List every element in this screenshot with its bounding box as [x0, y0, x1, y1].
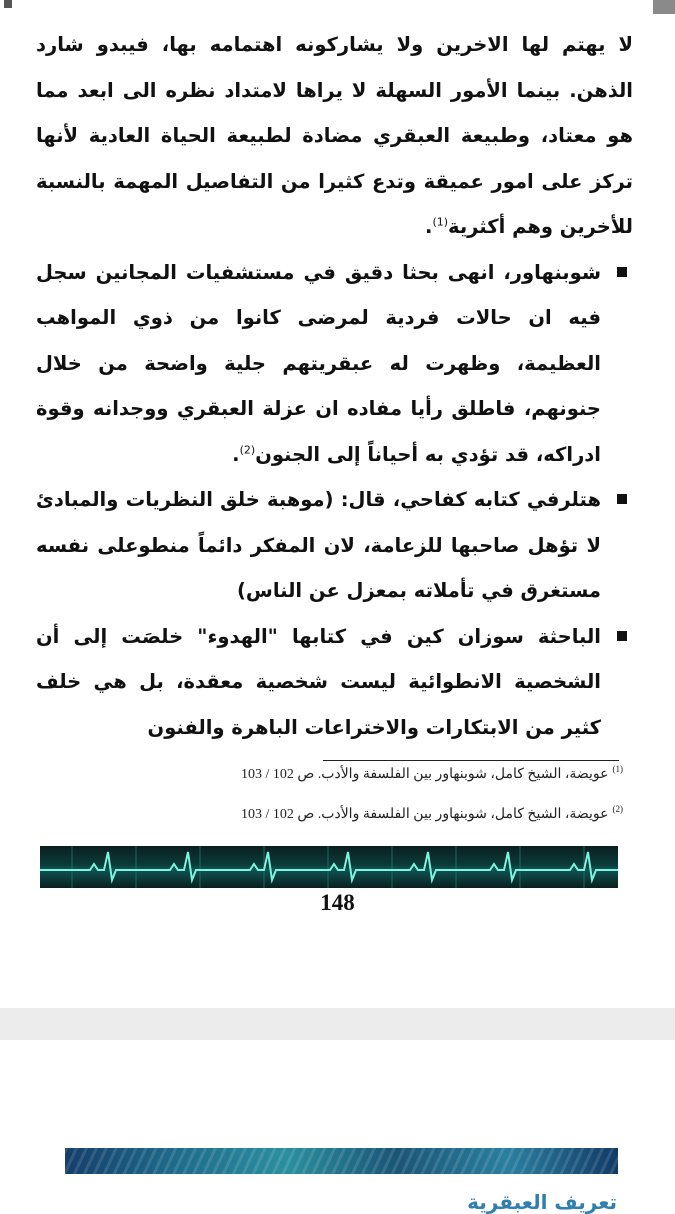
bullet-item: هتلرفي كتابه كفاحي، قال: (موهبة خلق النظريات والمبادئ لا تؤهل صاحبها للزعامة، لان المفكر دائماً منطوعلى نفسه مستغرق في تأملاته بمعزل عن الناس) — [36, 477, 633, 614]
next-page-heading: تعريف العبقرية — [467, 1190, 617, 1214]
footnote-divider — [323, 760, 619, 761]
bullet-item: شوبنهاور، انهى بحثا دقيق في مستشفيات المجانين سجل فيه ان حالات فردية لمرضى كانوا من ذوي المواهب العظيمة، وظهرت له عبقريتهم جلية واضحة من خلال جنونهم، فاطلق رأيا مفاده ان عزلة العبقري ووجدانه وقوة ادراكه، قد تؤدي به أحياناً إلى الجنون$^{(2)}$. — [36, 250, 633, 478]
page-corner-mark — [653, 0, 675, 14]
heartbeat-banner — [40, 846, 618, 888]
page-corner-mark — [4, 0, 12, 8]
footnote: $^{(1)}$عويضة، الشيخ كامل، شوبنهاور بين الفلسفة والأدب. ص 102 / 103 — [240, 764, 623, 782]
page-number: 148 — [320, 890, 355, 915]
square-bullet-icon — [617, 267, 627, 277]
footnote-ref: (2) — [239, 443, 256, 456]
square-bullet-icon — [617, 631, 627, 641]
square-bullet-icon — [617, 494, 627, 504]
body-text — [36, 22, 633, 750]
footnote: $^{(2)}$عويضة، الشيخ كامل، شوبنهاور بين الفلسفة والأدب. ص 102 / 103 — [240, 804, 623, 822]
decorative-banner — [65, 1148, 618, 1174]
bullet-item: الباحثة سوزان كين في كتابها "الهدوء" خلصَت إلى أن الشخصية الانطوائية ليست شخصية معقدة، بل هي خلف كثير من الابتكارات والاختراعات الباهرة والفنون — [36, 614, 633, 751]
paragraph: لا يهتم لها الاخرين ولا يشاركونه اهتمامه بها، فيبدو شارد الذهن. بينما الأمور السهلة لا يراها لامتداد نظره الى ابعد مما هو معتاد، وطبيعة العبقري مضادة لطبيعة الحياة العادية لأنها تركز على امور عميقة وتدع كثيرا من التفاصيل المهمة بالنسبة للأخرين وهم أكثرية$^{(1)}$. — [36, 33, 633, 238]
next-page — [0, 1040, 675, 1214]
footnote-ref: (1) — [432, 215, 449, 229]
page-separator — [0, 1008, 675, 1040]
heartbeat-line-icon — [40, 846, 618, 888]
